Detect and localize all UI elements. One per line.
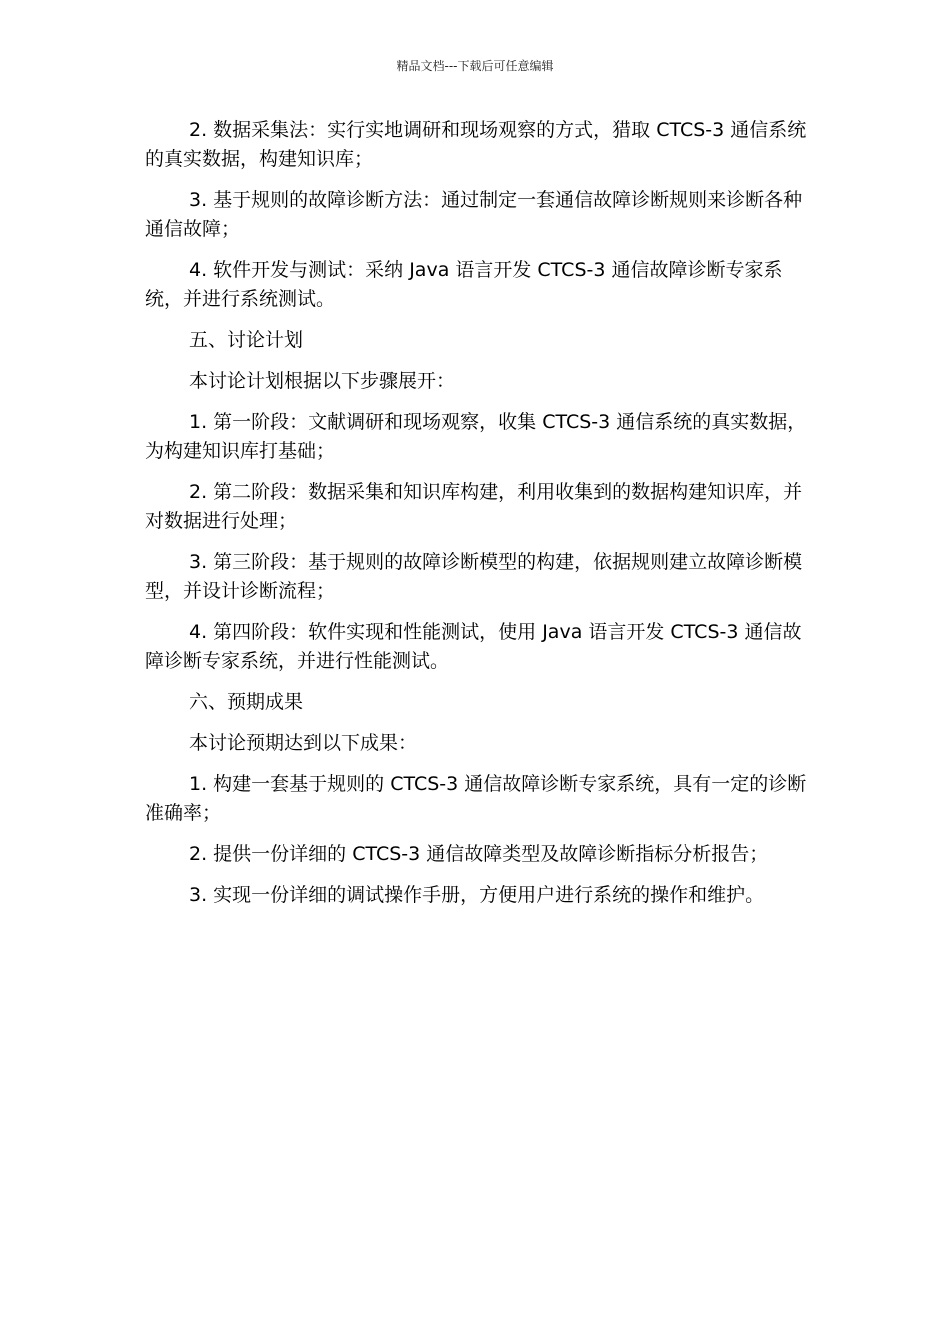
paragraph-plan-intro: 本讨论计划根据以下步骤展开： [189, 370, 456, 392]
document-body [145, 116, 810, 922]
paragraph-stage-1: 1. 第一阶段：文献调研和现场观察，收集 CTCS-3 通信系统的真实数据，为构建知识库打基础； [145, 411, 807, 462]
paragraph-result-3: 3. 实现一份详细的调试操作手册，方便用户进行系统的操作和维护。 [189, 884, 765, 906]
paragraph-method-4: 4. 软件开发与测试：采纳 Java 语言开发 CTCS-3 通信故障诊断专家系统，并进行系统测试。 [145, 259, 783, 310]
paragraph-result-2: 2. 提供一份详细的 CTCS-3 通信故障类型及故障诊断指标分析报告； [189, 843, 769, 865]
paragraph-result-1: 1. 构建一套基于规则的 CTCS-3 通信故障诊断专家系统，具有一定的诊断准确率； [145, 773, 807, 824]
page-header: 精品文档---下载后可任意编辑 [396, 59, 554, 73]
paragraph-results-intro: 本讨论预期达到以下成果： [189, 732, 418, 754]
section-heading-plan: 五、讨论计划 [189, 329, 304, 351]
paragraph-stage-2: 2. 第二阶段：数据采集和知识库构建，利用收集到的数据构建知识库，并对数据进行处理； [145, 481, 803, 532]
section-heading-results: 六、预期成果 [189, 691, 304, 713]
paragraph-method-3: 3. 基于规则的故障诊断方法：通过制定一套通信故障诊断规则来诊断各种通信故障； [145, 189, 803, 240]
paragraph-stage-3: 3. 第三阶段：基于规则的故障诊断模型的构建，依据规则建立故障诊断模型，并设计诊断流程； [145, 551, 803, 602]
paragraph-method-2: 2. 数据采集法：实行实地调研和现场观察的方式，猎取 CTCS-3 通信系统的真实数据，构建知识库； [145, 119, 807, 170]
paragraph-stage-4: 4. 第四阶段：软件实现和性能测试，使用 Java 语言开发 CTCS-3 通信故障诊断专家系统，并进行性能测试。 [145, 621, 802, 672]
